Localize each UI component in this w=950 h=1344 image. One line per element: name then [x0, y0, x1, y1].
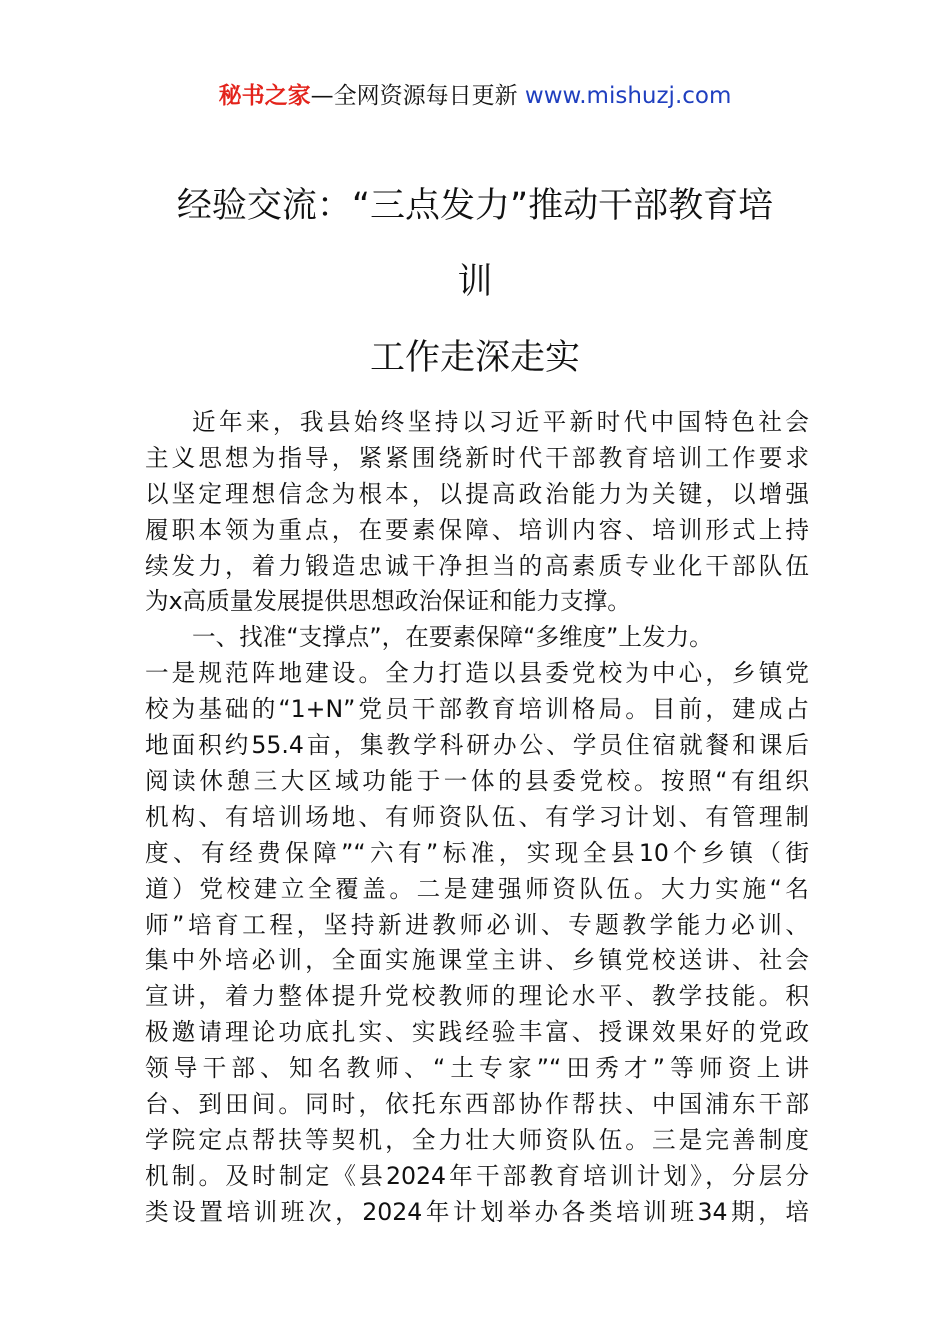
- document-body: [145, 405, 809, 1231]
- body-line: 度、有经费保障”“六有”标准，实现全县10个乡镇（街: [145, 838, 809, 867]
- body-line: 学院定点帮扶等契机，全力壮大师资队伍。三是完善制度: [145, 1125, 809, 1154]
- title-line: 工作走深走实: [369, 338, 580, 378]
- body-line: 为x高质量发展提供思想政治保证和能力支撑。: [145, 587, 631, 616]
- title-line: 训: [457, 262, 493, 302]
- body-line: 主义思想为指导，紧紧围绕新时代干部教育培训工作要求: [145, 443, 809, 472]
- body-line: 集中外培必训，全面实施课堂主讲、乡镇党校送讲、社会: [145, 946, 809, 975]
- body-line: 师”培育工程，坚持新进教师必训、专题教学能力必训、: [145, 910, 809, 939]
- body-line: 阅读休憩三大区域功能于一体的县委党校。按照“有组织: [145, 766, 809, 795]
- body-line: 机制。及时制定《县2024年干部教育培训计划》，分层分: [145, 1161, 809, 1190]
- document-title: [145, 168, 805, 396]
- body-line: 地面积约55.4亩，集教学科研办公、学员住宿就餐和课后: [145, 731, 809, 760]
- body-line: 校为基础的“1+N”党员干部教育培训格局。目前，建成占: [145, 695, 809, 724]
- body-line: 极邀请理论功底扎实、实践经验丰富、授课效果好的党政: [145, 1018, 809, 1047]
- body-line: 机构、有培训场地、有师资队伍、有学习计划、有管理制: [145, 802, 809, 831]
- body-line: 履职本领为重点，在要素保障、培训内容、培训形式上持: [145, 515, 809, 544]
- site-tagline: —全网资源每日更新: [310, 83, 518, 109]
- body-line: 续发力，着力锻造忠诚干净担当的高素质专业化干部队伍: [145, 551, 809, 580]
- site-header: [0, 80, 950, 112]
- body-line: 近年来，我县始终坚持以习近平新时代中国特色社会: [192, 408, 809, 436]
- body-line: 一是规范阵地建设。全力打造以县委党校为中心，乡镇党: [145, 659, 809, 688]
- body-line: 台、到田间。同时，依托东西部协作帮扶、中国浦东干部: [145, 1089, 809, 1118]
- body-line: 类设置培训班次，2024年计划举办各类培训班34期，培: [145, 1197, 809, 1226]
- body-line: 领导干部、知名教师、“土专家”“田秀才”等师资上讲: [145, 1054, 809, 1083]
- body-line: 以坚定理想信念为根本，以提高政治能力为关键，以增强: [145, 479, 809, 508]
- site-brand: 秘书之家: [218, 83, 311, 109]
- site-url-link[interactable]: www.mishuzj.com: [524, 83, 732, 109]
- section-heading: 一、找准“支撑点”，在要素保障“多维度”上发力。: [192, 623, 713, 652]
- title-line: 经验交流：“三点发力”推动干部教育培: [176, 186, 774, 226]
- body-line: 道）党校建立全覆盖。二是建强师资队伍。大力实施“名: [145, 874, 809, 903]
- body-line: 宣讲，着力整体提升党校教师的理论水平、教学技能。积: [145, 982, 809, 1011]
